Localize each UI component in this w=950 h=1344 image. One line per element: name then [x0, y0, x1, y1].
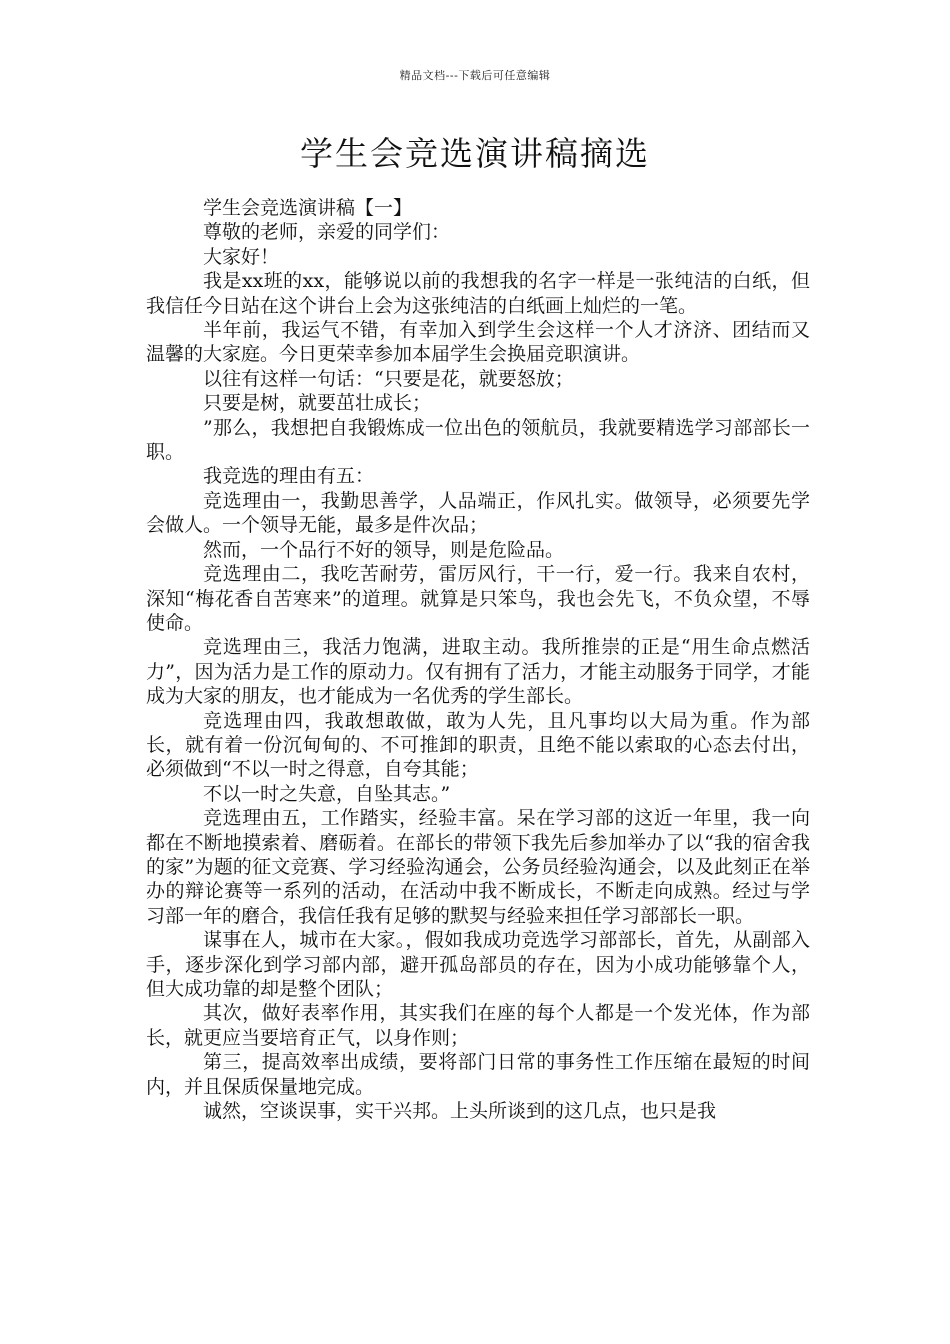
- header-note: 精品文档---下载后可任意编辑: [399, 69, 551, 82]
- paragraph: 竞选理由三，我活力饱满，进取主动。我所推崇的正是“用生命点燃活力”，因为活力是工作的原动力。仅有拥有了活力，才能主动服务于同学，才能成为大家的朋友，也才能成为一名优秀的学生部长。: [146, 636, 810, 708]
- paragraph: 我竞选的理由有五：: [203, 465, 375, 488]
- paragraph: 谋事在人，城市在大家。，假如我成功竞选学习部部长，首先，从副部入手，逐步深化到学习部内部，避开孤岛部员的存在，因为小成功能够靠个人，但大成功靠的却是整个团队；: [146, 929, 810, 1000]
- paragraph: 然而，一个品行不好的领导，则是危险品。: [203, 538, 565, 561]
- paragraph-salutation: 尊敬的老师，亲爱的同学们：: [203, 221, 451, 244]
- paragraph: 竞选理由二，我吃苦耐劳，雷厉风行，干一行，爱一行。我来自农村，深知“梅花香自苦寒来”的道理。就算是只笨鸟，我也会先飞，不负众望，不辱使命。: [146, 563, 810, 634]
- paragraph: 半年前，我运气不错，有幸加入到学生会这样一个人才济济、团结而又温馨的大家庭。今日更荣幸参加本届学生会换届竞职演讲。: [146, 319, 810, 366]
- paragraph: 竞选理由五，工作踏实，经验丰富。呆在学习部的这近一年里，我一向都在不断地摸索着、磨砺着。在部长的带领下我先后参加举办了以“我的宿舍我的家”为题的征文竞赛、学习经验沟通会，公务员经验沟通会，以及此刻正在举办的辩论赛等一系列的活动，在活动中我不断成长，不断走向成熟。经过与学习部一年的磨合，我信任我有足够的默契与经验来担任学习部部长一职。: [146, 807, 810, 927]
- paragraph: ”那么，我想把自我锻炼成一位出色的领航员，我就要精选学习部部长一职。: [146, 416, 810, 464]
- paragraph: 以往有这样一句话：“只要是花，就要怒放；: [203, 367, 574, 390]
- paragraph: 其次，做好表率作用，其实我们在座的每个人都是一个发光体，作为部长，就更应当要培育正气，以身作则；: [146, 1002, 810, 1049]
- page-title: 学生会竞选演讲稿摘选: [300, 134, 650, 173]
- paragraph-section-heading: 学生会竞选演讲稿【一】: [203, 197, 413, 219]
- paragraph: 我是xx班的xx，能够说以前的我想我的名字一样是一张纯洁的白纸，但我信任今日站在这个讲台上会为这张纯洁的白纸画上灿烂的一笔。: [146, 270, 810, 317]
- document-body: [146, 196, 810, 1123]
- paragraph: 诚然，空谈误事，实干兴邦。上头所谈到的这几点，也只是我: [203, 1100, 717, 1123]
- paragraph: 第三，提高效率出成绩，要将部门日常的事务性工作压缩在最短的时间内，并且保质保量地完成。: [146, 1051, 810, 1098]
- paragraph: 只要是树，就要茁壮成长；: [203, 392, 432, 415]
- paragraph-greeting: 大家好！: [203, 245, 280, 268]
- paragraph: 竞选理由四，我敢想敢做，敢为人先，且凡事均以大局为重。作为部长，就有着一份沉甸甸的、不可推卸的职责，且绝不能以索取的心态去付出，必须做到“不以一时之得意，自夸其能；: [146, 709, 810, 781]
- paragraph: 竞选理由一，我勤思善学，人品端正，作风扎实。做领导，必须要先学会做人。一个领导无能，最多是件次品；: [146, 489, 810, 537]
- paragraph: 不以一时之失意，自坠其志。”: [203, 782, 451, 805]
